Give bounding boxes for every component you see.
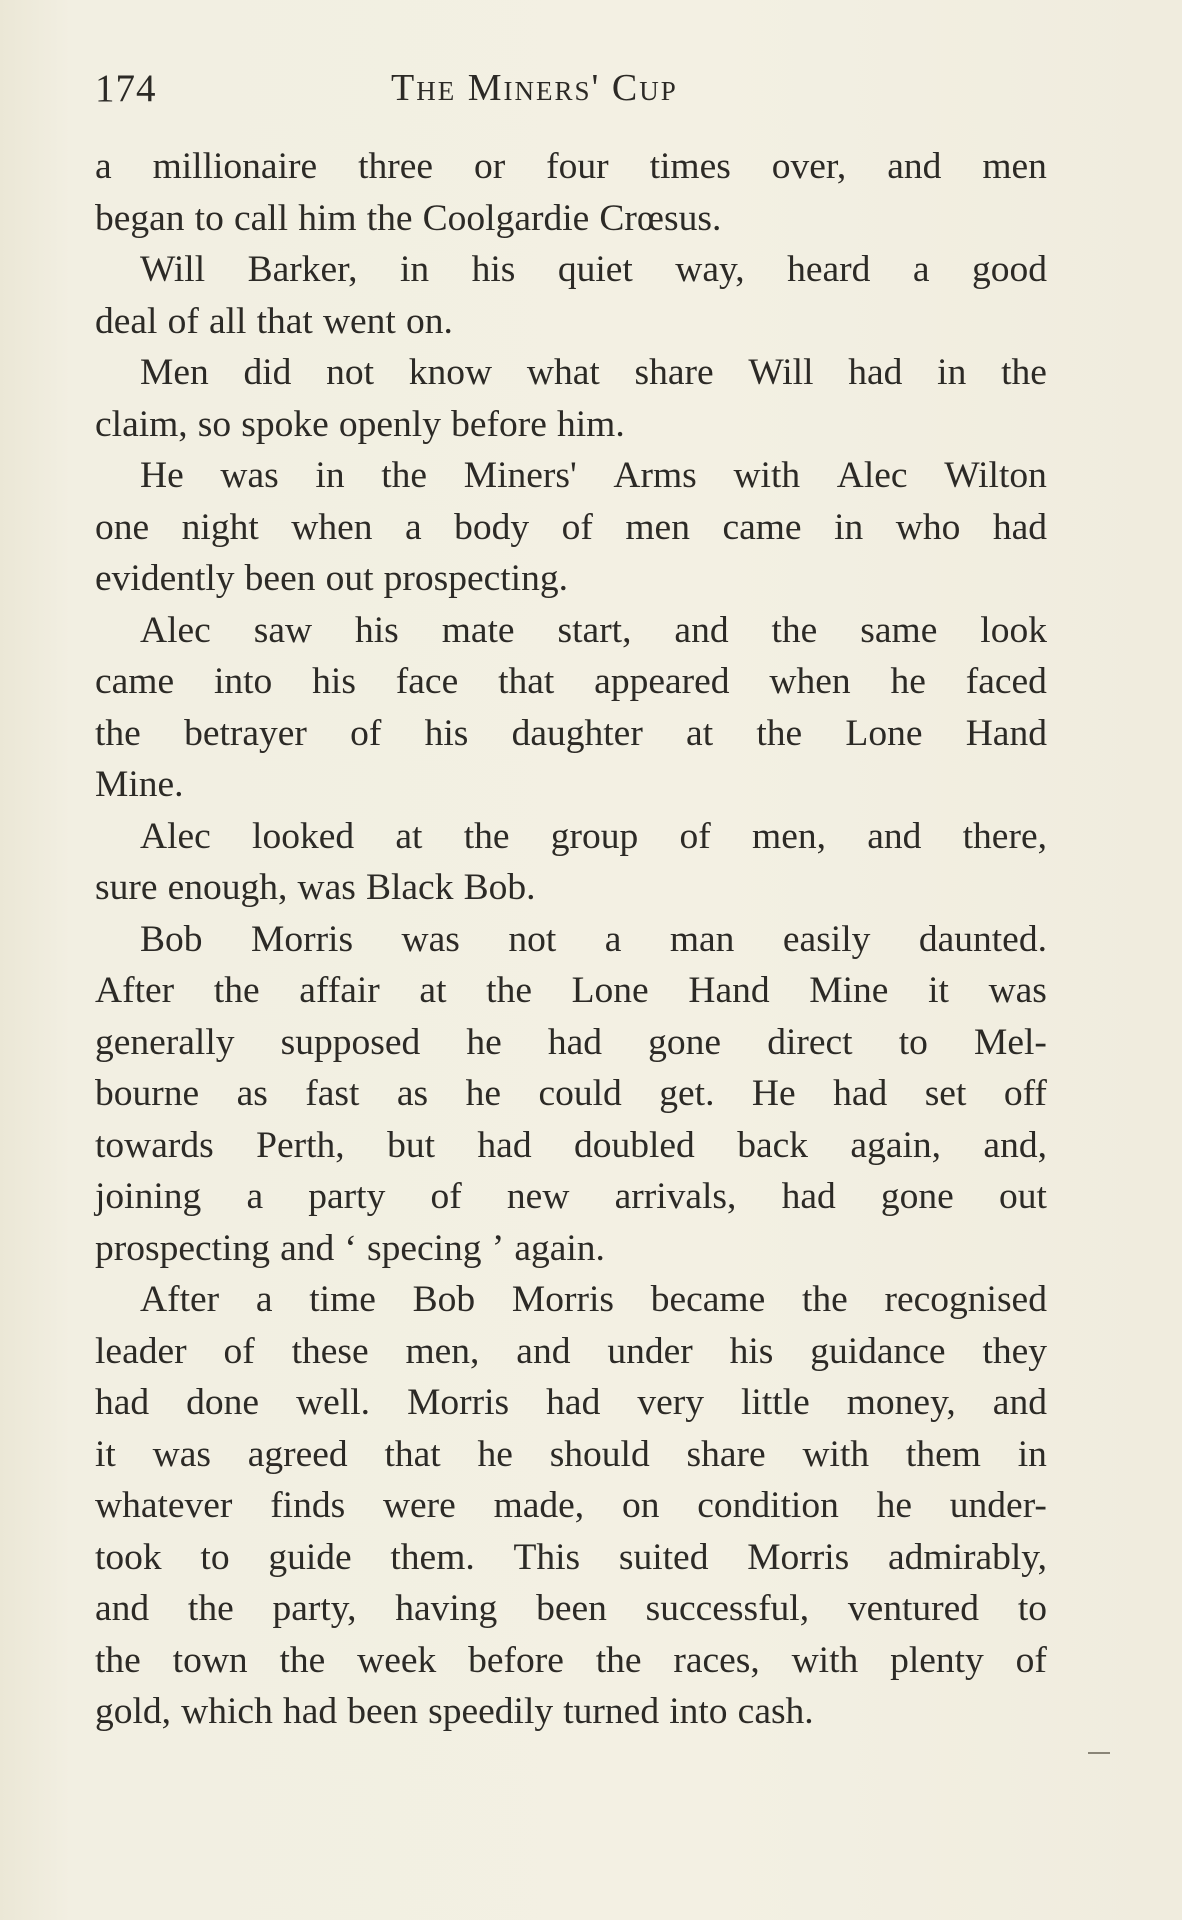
text-line [95,1429,1047,1481]
word: share [634,352,714,393]
word: had [477,1124,532,1166]
word: well. [296,1382,371,1423]
word: them [905,1433,981,1475]
word: the [213,970,260,1011]
text-line [95,502,1047,554]
word: prospecting [95,1227,270,1269]
page-speck [1088,1752,1110,1754]
word: been [536,1588,607,1629]
word: into [213,661,273,702]
word: having [395,1588,498,1629]
word: set [924,1073,967,1114]
word: they [982,1330,1047,1372]
word: done [186,1382,260,1423]
word: daunted. [918,918,1047,960]
word: Alec [836,455,908,496]
word: on [621,1485,660,1526]
word: the [756,712,803,754]
word: four [546,146,609,187]
word: there, [962,815,1047,857]
word: was [401,918,460,960]
word: and [992,1382,1047,1423]
word: he [876,1485,913,1526]
word: at [395,815,423,857]
word: ’ [491,1227,505,1269]
word: condition [697,1485,839,1526]
word: little [741,1382,810,1423]
word: faced [965,661,1047,702]
word: could [538,1073,622,1114]
word: party [308,1176,386,1217]
word: and [867,815,922,857]
word: went [322,300,396,342]
text-line [95,553,1047,605]
word: Men [140,352,209,393]
text-line [95,965,1047,1017]
running-title: The Miners' Cup [391,67,678,109]
word: Crœsus. [599,197,722,239]
word: guide [268,1536,352,1578]
text-line [95,1583,1047,1635]
word: daughter [511,712,643,754]
word: men [982,146,1047,187]
running-head [95,58,1047,118]
text-line [95,1120,1047,1172]
word: Lone [845,712,923,754]
word: Mine [809,970,889,1011]
word: and [280,1227,335,1269]
word: he [466,1021,502,1063]
word: the [801,1279,848,1320]
word: one [95,506,150,548]
word: in [834,506,864,548]
word: at [686,712,714,754]
word: town [172,1639,248,1681]
word: Alec [140,815,211,857]
word: a [255,1279,273,1320]
word: that [498,661,555,702]
word: three [358,146,434,187]
word: as [236,1073,268,1114]
word: party, [272,1588,357,1629]
word: and [516,1330,571,1372]
word: had [848,352,903,393]
word: to [898,1021,928,1063]
word: or [473,146,506,187]
word: Miners' [463,455,577,496]
word: but [387,1124,436,1166]
word: sure [95,867,158,908]
word: out [998,1176,1047,1217]
word: Coolgardie [422,197,590,239]
word: him. [556,403,625,445]
word: know [408,352,493,393]
word: of [223,1330,255,1372]
text-line [95,605,1047,657]
word: gold, [95,1691,172,1732]
word: suited [618,1536,709,1578]
word: After [140,1279,220,1320]
word: Barker, [247,249,358,290]
word: recognised [884,1279,1047,1320]
word: the [187,1588,234,1629]
word: races, [673,1639,760,1681]
word: prospecting. [383,558,568,599]
word: was [152,1433,211,1475]
word: week [357,1639,437,1681]
text-line [95,1223,1047,1275]
word: not [508,918,557,960]
word: the [279,1639,326,1681]
word: had [546,1382,601,1423]
word: and, [983,1124,1047,1166]
word: had [781,1176,836,1217]
word: made, [493,1485,585,1526]
word: the [366,197,413,239]
word: was [988,970,1047,1011]
word: at [419,970,447,1011]
word: looked [252,815,355,857]
word: finds [270,1485,346,1526]
word: it [928,970,949,1011]
word: Alec [140,609,211,651]
word: affair [299,970,380,1011]
word: This [513,1536,581,1578]
word: the [486,970,532,1011]
word: direct [767,1021,853,1063]
word: Bob. [463,867,536,908]
word: agreed [247,1433,348,1475]
word: on. [405,300,453,342]
word: heard [787,249,871,290]
text-line [95,1171,1047,1223]
word: leader [95,1330,187,1372]
word: Mine. [95,764,184,805]
word: of [1015,1639,1047,1681]
word: arrivals, [614,1176,737,1217]
word: in [1017,1433,1047,1475]
word: saw [253,609,313,651]
word: whatever [95,1485,233,1526]
word: men, [405,1330,480,1372]
word: had [282,1691,338,1732]
word: Hand [688,970,770,1011]
word: gone [648,1021,722,1063]
word: plenty [890,1639,984,1681]
text-line [95,862,1047,914]
text-line [95,811,1047,863]
word: Hand [965,712,1047,754]
word: as [396,1073,429,1114]
text-line [95,141,1047,193]
word: a [604,918,622,960]
word: He [140,455,184,496]
word: millionaire [152,146,318,187]
word: his [312,661,356,702]
word: claim, [95,403,188,445]
text-line [95,1017,1047,1069]
word: came [722,506,802,548]
word: After [95,970,175,1011]
word: to [200,1536,230,1578]
word: that [256,300,313,342]
word: had [547,1021,603,1063]
word: and [887,146,942,187]
word: he [465,1073,502,1114]
word: the [771,609,818,651]
word: men [625,506,690,548]
word: successful, [645,1588,810,1629]
text-line [95,347,1047,399]
word: easily [782,918,871,960]
text-line [95,1326,1047,1378]
word: speedily [428,1691,554,1732]
word: had [95,1382,150,1423]
word: in [315,455,345,496]
word: out [325,558,374,599]
word: Morris [747,1536,850,1578]
word: of [350,712,382,754]
word: admirably, [888,1536,1047,1578]
word: quiet [557,249,633,290]
word: fast [305,1073,360,1114]
word: his [471,249,516,290]
text-line [95,244,1047,296]
word: them. [390,1536,475,1578]
word: Will [748,352,814,393]
word: a [404,506,422,548]
word: when [769,661,851,702]
word: man [669,918,735,960]
word: his [729,1330,774,1372]
word: mate [441,609,515,651]
word: a [246,1176,264,1217]
text-line [95,759,1047,811]
word: into [669,1691,728,1732]
word: of [430,1176,462,1217]
word: the [595,1639,642,1681]
word: money, [846,1382,956,1423]
word: new [506,1176,570,1217]
word: cash. [737,1691,814,1732]
word: off [1003,1073,1047,1114]
word: way, [675,249,745,290]
word: began [95,197,185,239]
text-line [95,1532,1047,1584]
word: very [637,1382,704,1423]
text-line [95,1068,1047,1120]
word: the [95,1639,141,1681]
word: the [381,455,428,496]
word: call [233,197,289,239]
word: came [95,661,175,702]
word: guidance [810,1330,946,1372]
word: had [992,506,1047,548]
word: his [355,609,399,651]
word: before [468,1639,564,1681]
word: doubled [573,1124,695,1166]
word: again. [514,1227,605,1269]
word: the [1001,352,1047,393]
word: became [650,1279,766,1320]
word: what [526,352,600,393]
word: enough, [167,867,288,908]
word: these [291,1330,369,1372]
word: joining [95,1176,202,1217]
word: turned [563,1691,660,1732]
word: so [197,403,232,445]
word: openly [338,403,441,445]
word: share [686,1433,766,1475]
word: over, [771,146,847,187]
word: body [454,506,530,548]
word: had [833,1073,888,1114]
word: should [549,1433,650,1475]
word: and [674,609,729,651]
word: appeared [594,661,730,702]
word: Perth, [256,1124,345,1166]
word: in [937,352,967,393]
word: specing [367,1227,482,1269]
word: Bob [140,918,203,960]
word: that [384,1433,441,1475]
word: betrayer [184,712,307,754]
word: when [291,506,373,548]
page-number: 174 [95,67,157,110]
word: again, [850,1124,942,1166]
word: not [326,352,375,393]
word: under [607,1330,693,1372]
word: gone [880,1176,954,1217]
text-line [95,1686,1047,1738]
text-line [95,1480,1047,1532]
word: get. [659,1073,715,1114]
word: and [95,1588,150,1629]
word: Morris [250,918,354,960]
word: to [1017,1588,1047,1629]
word: of [167,300,199,342]
word: him [298,197,357,239]
word: Lone [571,970,649,1011]
word: Will [140,249,206,290]
word: with [733,455,801,496]
text-line [95,193,1047,245]
word: deal [95,300,158,342]
word: it [95,1433,116,1475]
word: night [181,506,259,548]
word: ventured [847,1588,980,1629]
word: the [95,712,141,754]
word: same [860,609,938,651]
word: under- [949,1485,1047,1526]
text-line [95,708,1047,760]
word: men, [752,815,826,857]
word: a [912,249,930,290]
word: evidently [95,558,235,599]
word: towards [95,1124,214,1166]
word: group [550,815,639,857]
word: with [802,1433,870,1475]
word: with [791,1639,859,1681]
text-line [95,450,1047,502]
word: supposed [280,1021,421,1063]
text-line [95,1274,1047,1326]
word: Arms [613,455,697,496]
word: spoke [241,403,329,445]
text-line [95,399,1047,451]
text-line [95,914,1047,966]
word: Bob [412,1279,476,1320]
word: in [399,249,430,290]
word: face [395,661,459,702]
word: of [679,815,711,857]
word: the [463,815,510,857]
word: who [895,506,961,548]
text-line [95,656,1047,708]
word: look [980,609,1047,651]
word: his [424,712,469,754]
word: ‘ [344,1227,357,1269]
word: bourne [95,1073,200,1114]
word: Mel- [974,1021,1047,1063]
word: time [309,1279,376,1320]
word: good [971,249,1047,290]
word: were [382,1485,456,1526]
text-line [95,1635,1047,1687]
word: was [297,867,356,908]
text-line [95,296,1047,348]
word: Morris [511,1279,614,1320]
word: to [194,197,224,239]
word: He [751,1073,796,1114]
text-line [95,1377,1047,1429]
word: did [243,352,292,393]
word: of [561,506,593,548]
word: he [477,1433,513,1475]
word: all [208,300,247,342]
word: he [890,661,926,702]
word: been [347,1691,419,1732]
word: took [95,1536,162,1578]
word: been [244,558,316,599]
word: back [737,1124,809,1166]
word: which [181,1691,273,1732]
word: a [95,146,112,187]
word: before [451,403,547,445]
word: Black [365,867,454,908]
word: generally [95,1021,235,1063]
word: Morris [407,1382,510,1423]
word: times [649,146,731,187]
word: Wilton [944,455,1047,496]
word: start, [557,609,632,651]
body-text [95,141,1047,1738]
word: was [220,455,279,496]
